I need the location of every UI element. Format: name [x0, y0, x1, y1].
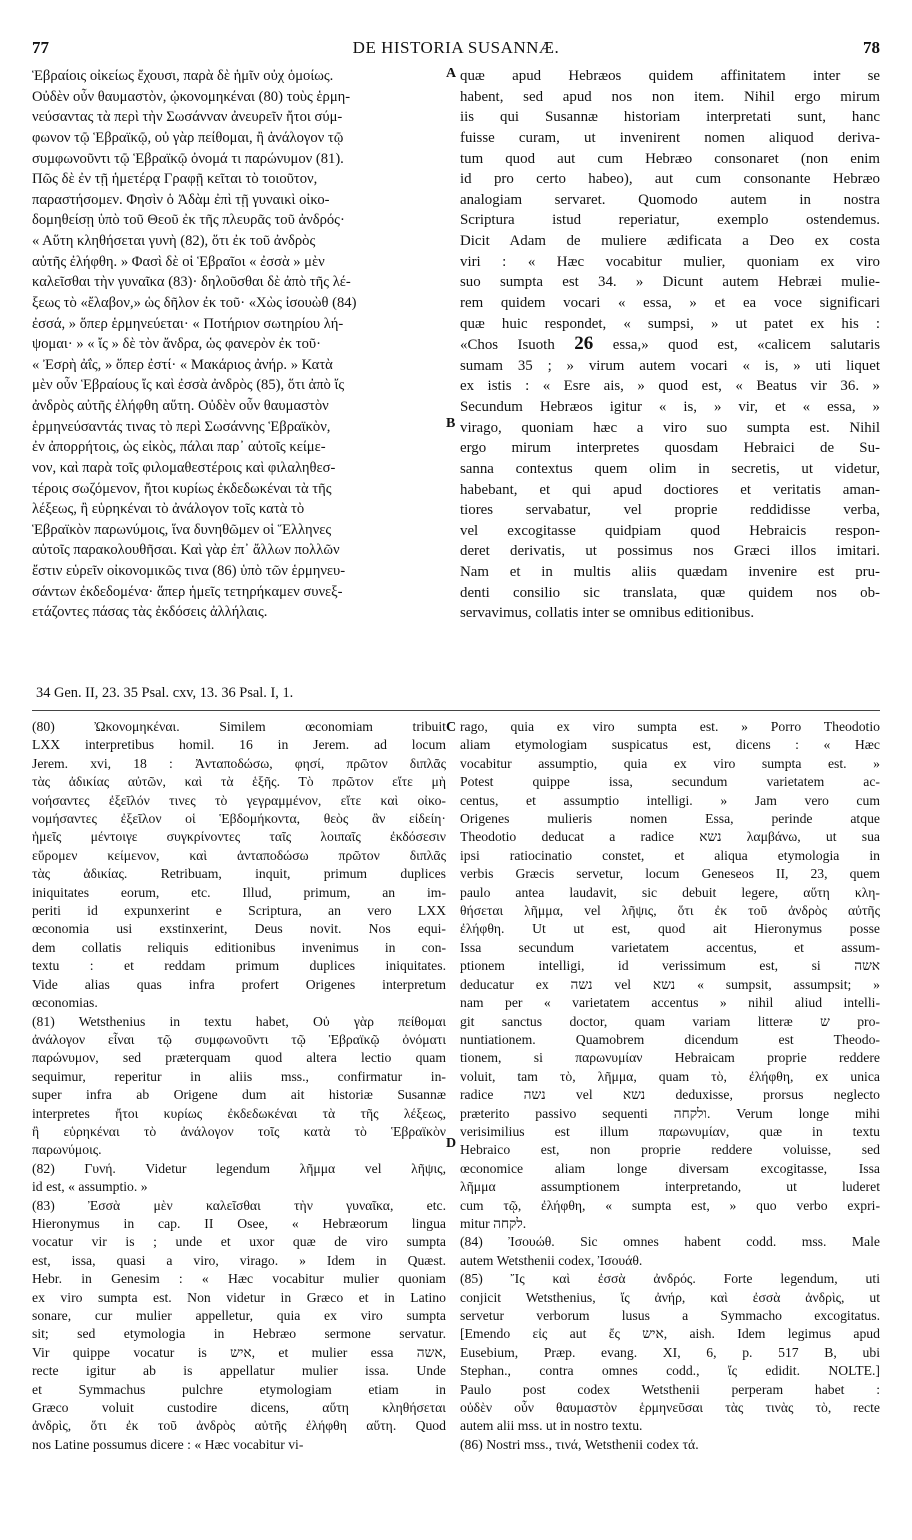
text-line: ἐλήφθη. Ut ut est, quod ait Hieronymus posse: [460, 921, 880, 937]
text-line: καλεῖσθαι τὴν γυναῖκα (83)· δηλοῦσθαι δὲ ἀπὸ τῆς λέ-: [32, 274, 351, 291]
text-line: fuisse curam, ut invenirent nomen aliquod deriva-: [460, 129, 880, 146]
text-line: sit; sed etymologia in Hebræo sermone servatur.: [32, 1326, 446, 1342]
text-line: φωνον τῷ Ἑβραϊκῷ, οὐ γὰρ πείθομαι, ἢ ἀνάλογον τῷ: [32, 129, 344, 146]
text-line: analogiam servaret. Quomodo autem in nostra: [460, 191, 880, 208]
text-line: Hieronymus in cap. II Osee, « Hebræorum lingua: [32, 1215, 446, 1231]
text-line: ξεως τὸ «ἔλαβον,» ὡς δῆλον ἐκ τοῦ· «Χὼς ἰσουὼθ (84): [32, 294, 357, 311]
text-line: ἔστιν εὑρεῖν οἰκονομικῶς τινα (86) ὑπὸ τῶν ἑρμηνευ-: [32, 563, 346, 579]
text-line: ἐσσά, » ὅπερ ἑρμηνεύεται· « Ποτήριον σωτηρίου λή-: [32, 315, 344, 332]
text-line: ετάζοντες πάσας τὰς ἐκδόσεις ἀλλήλαις.: [32, 604, 268, 621]
text-line: git sanctus doctor, quam variam litteræ ש pro-: [460, 1013, 880, 1029]
text-line: Secundum Hebræos igitur « is, » vir, et « essa, »: [460, 399, 880, 415]
text-line: παρωνύμοις.: [32, 1142, 102, 1158]
text-line: conjicit Wetsthenius, ἴς ἀνήρ, καὶ ἐσσὰ ἀνδρὶς, ut: [460, 1289, 880, 1305]
text-line: LXX interpretibus homil. 16 in Jerem. ad locum: [32, 737, 446, 753]
text-line: tiores servabatur, vel proprie reddidisse verba,: [460, 502, 880, 519]
text-line: radice נשה vel נשא deduxisse, prorsus neglecto: [460, 1087, 880, 1103]
text-line: quæ apud Hebræos quidem affinitatem inter se: [460, 68, 880, 84]
text-line: quæ huic respondet, « sumpsi, » ut patet ex his :: [460, 315, 880, 332]
text-line: νεύσαντας τὰ περὶ τὴν Σωσάνναν ἀνευρεῖν ἤτοι σύμ-: [32, 109, 343, 126]
text-line: cum τῷ, ἐλήφθη, « sumpta est, » quo verbo expri-: [460, 1197, 880, 1213]
text-line: αὐτῆς ἐλήφθη. » Φασὶ δὲ οἱ Ἑβραῖοι « ἐσσὰ » μὲν: [32, 253, 325, 270]
text-line: « Αὕτη κληθήσεται γυνὴ (82), ὅτι ἐκ τοῦ ἀνδρὸς: [32, 233, 316, 249]
text-line: ἑρμηνεύσαντάς τινας τὸ περὶ Σωσάννης Ἑβραϊκὸν,: [32, 418, 331, 435]
text-line: suo sumpta est 34. » Dicunt autem Hebræi mulie-: [460, 274, 880, 291]
text-line: θήσεται λῆμμα, vel λῆψις, ὅτι ἐκ τοῦ ἀνδρὸς αὐτῆς: [460, 903, 880, 919]
text-line: Hebraico est, non proprie reddere voluisse, sed: [460, 1142, 880, 1158]
margin-letter-c: C: [446, 720, 457, 735]
text-line: ipsi ratiocinatio constet, et aliqua etymologia in: [460, 847, 880, 863]
text-line: σάντων ἐκδεδομένα· ἅπερ ἡμεῖς τετηρήκαμεν συνεξ-: [32, 583, 343, 600]
text-line: servavimus, collatis inter se omnibus editionibus.: [460, 605, 755, 622]
text-line: Issa secundum varietatem accentus, et assum-: [460, 939, 880, 955]
text-line: servetur verborum lusus a Symmacho excogitatus.: [460, 1308, 880, 1323]
text-line: δομηθείσῃ ὑπὸ τοῦ Θεοῦ ἐκ τῆς πλευρᾶς τοῦ ἀνδρός·: [32, 212, 345, 229]
text-line: τὰς ἀδικίας. Retribuam, inquit, primum duplices: [32, 866, 446, 882]
footnote-divider: [32, 710, 880, 711]
text-line: nam per « varietatem accentus » nihil aliud intelli-: [460, 995, 880, 1011]
text-line: sequimur, reperitur in aliis mss., confirmatur in-: [32, 1068, 446, 1084]
text-line: voluit, tam τὸ, λῆμμα, quam τὸ, ἐλήφθη, ex unica: [460, 1068, 880, 1084]
text-line: ψομαι· » « ἴς » δὲ τὸν ἄνδρα, ὡς φανερὸν ἐκ τοῦ·: [32, 336, 321, 353]
text-line: sonare, cur mulier appelletur, quia ex viro sumpta: [32, 1308, 446, 1323]
text-line: παραστήσομεν. Φησὶν ὁ Ἀδὰμ ἐπὶ τῇ γυναικὶ οἰκο-: [32, 191, 330, 208]
text-line: ex istis : « Esre ais, » quod est, « Beatus vir 36. »: [460, 378, 880, 395]
text-line: textu : et reddam primum duplices iniquitates.: [32, 958, 446, 974]
text-line: οὐδὲν οὖν θαυμαστὸν ἑρμηνεῦσαι τὰς τινὰς τὸ, recte: [460, 1400, 880, 1416]
text-line: dem collatis reliquis editionibus invenimus in con-: [32, 939, 446, 955]
text-line: habebant, et qui apud doctiores et veritatis aman-: [460, 481, 880, 498]
text-line: Vir quippe vocatur is איש, et mulier essa אשה,: [32, 1344, 446, 1360]
text-line: rem quidem vocari « essa, » et ea voce significari: [460, 294, 880, 311]
text-line: ptionem intelligi, id verissimum est, si אשה: [460, 958, 880, 974]
text-line: (86) Nostri mss., τινά, Wetsthenii codex τά.: [460, 1436, 699, 1452]
text-line: Potest quippe issa, secundum varietatem ac-: [460, 774, 880, 790]
text-line: œconomice aliam longe diversam excogitasse, Issa: [460, 1160, 880, 1176]
page-number-right: 78: [863, 38, 880, 57]
text-line: νον, καὶ παρὰ τοῖς φιλομαθεστέροις καὶ φιλαληθεσ-: [32, 459, 336, 476]
text-line: Scriptura istud reperiatur, exemplo ostendemus.: [460, 212, 880, 229]
text-line: centus, et assumptio intelligi. » Jam vero cum: [460, 792, 880, 808]
text-line-26: [460, 334, 880, 356]
text-line: iis qui Susannæ historiam interpretati sunt, hanc: [460, 109, 880, 126]
text-line: ἀνδρὶς, ὅτι ἐκ τοῦ ἀνδρὸς αὐτῆς ἐλήφθη αὕτη. Quod: [32, 1418, 446, 1434]
text-line: (81) Wetsthenius in textu habet, Οὐ γὰρ πείθομαι: [32, 1013, 446, 1029]
text-line: viri : « Hæc vocabitur mulier, quoniam ex viro: [460, 253, 880, 270]
text-line: mitur לקחה.: [460, 1215, 527, 1231]
inline-text: «Chos Isuoth: [460, 337, 575, 354]
text-line: præterito passivo sequenti ולקחה. Verum longe mihi: [460, 1105, 880, 1121]
text-line: paulo antea laudavit, sic debuit legere, αὕτη κλη-: [460, 884, 880, 900]
text-line: Ἑβραϊκὸν παρωνύμοις, ἵνα δυνηθῶμεν οἱ Ἕλληνες: [32, 521, 332, 538]
text-line: αὐτοῖς παρακολουθῆσαι. Καὶ γὰρ ἐπ᾽ ἄλλων πολλῶν: [32, 542, 340, 559]
text-line: παρώνυμον, sed præterquam quod altera lectio quam: [32, 1050, 446, 1066]
text-line: Hebr. in Genesim : « Hæc vocabitur mulier quoniam: [32, 1271, 446, 1287]
notes-column-right: [460, 718, 880, 1454]
text-line: λῆμμα assumptionem interpretando, ut luderet: [460, 1179, 880, 1195]
text-line: verbis Græcis servetur, locum Geneseos II, 23, quem: [460, 866, 880, 882]
notes-column-left: [32, 718, 446, 1454]
text-line: periti id expunxerint e Scriptura, an vero LXX: [32, 903, 446, 919]
text-line: aliam etymologiam suspicatus est, dicens : « Hæc: [460, 737, 880, 753]
text-line: ex viro sumpta est. Non videtur in Græco et in Latino: [32, 1289, 446, 1305]
text-line: ἢ εὑρηκέναι τὸ ἀνάλογον τοῖς κατὰ τὸ Ἑβραϊκὸν: [32, 1123, 446, 1139]
text-line: Jerem. xvi, 18 : Ἀνταποδώσω, φησί, πρῶτον διπλᾶς: [32, 755, 446, 771]
text-line: Græco voluit custodire dicens, αὕτη κληθήσεται: [32, 1400, 446, 1416]
text-line: (85) Ἴς καὶ ἐσσὰ ἀνδρός. Forte legendum, uti: [460, 1271, 880, 1287]
text-line: autem Wetsthenii codex, Ἰσουάθ.: [460, 1252, 643, 1268]
text-line: (83) Ἐσσὰ μὲν καλεῖσθαι τὴν γυναῖκα, etc.: [32, 1197, 446, 1213]
text-line: tum quod aut cum Hebræo consonaret (non enim: [460, 150, 880, 167]
inline-text: essa,» quod est, «calicem salutaris: [593, 337, 880, 354]
scripture-references: 34 Gen. II, 23. 35 Psal. cxv, 13. 36 Psal. I, 1.: [36, 685, 294, 701]
text-line: μὲν οὖν Ἑβραίους ἴς καὶ ἐσσὰ ἀνδρὸς (85), ὅτι ἀπὸ ἴς: [32, 377, 345, 394]
text-line: (80) Ὠκονομηκέναι. Similem œconomiam tribuit: [32, 719, 446, 734]
text-line: νοήσαντες ἐξεῖλόν τινες τὸ γεγραμμένον, εἴτε καὶ οἰκο-: [32, 792, 446, 808]
text-line: denti consilio sic translata, quæ quidem nos ob-: [460, 584, 880, 601]
text-line: vocabitur assumptio, quia ex viro sumpta est. »: [460, 755, 880, 771]
text-line: iniquitates eorum, etc. Illud, primum, an im-: [32, 884, 446, 900]
text-line: τέροις σωζόμενον, ἤτοι κυρίως ἐκδεδωκέναι τὰ τῆς: [32, 480, 332, 497]
text-line: sumam 35 ; » virum autem vocari « is, » uti liquet: [460, 357, 880, 374]
text-line: vel excogitasse quidpiam quod Hebraicis respon-: [460, 522, 880, 539]
column-number-26: 26: [574, 334, 594, 355]
text-line: (84) Ἰσουώθ. Sic omnes habent codd. mss. Male: [460, 1234, 880, 1250]
text-line: Nam et in multis aliis quædam invenire est pru-: [460, 564, 880, 580]
margin-letter-b: B: [446, 416, 456, 431]
text-line: est, issa, quasi a viro, virago. » Idem in Quæst.: [32, 1252, 446, 1268]
text-line: « Ἐσρὴ ἀΐς, » ὅπερ ἐστί· « Μακάριος ἀνήρ. » Κατὰ: [32, 356, 333, 373]
text-line: (82) Γυνή. Videtur legendum λῆμμα vel λῆψις,: [32, 1160, 446, 1176]
text-line: Theodotio deducat a radice נשא λαμβάνω, ut sua: [460, 829, 880, 845]
text-line: [Emendo εἰς aut ἔς איש, aish. Idem legimus apud: [460, 1326, 880, 1342]
text-line: vocatur vir is ; unde et uxor quæ de viro sumpta: [32, 1234, 446, 1250]
text-line: deret derivatis, ut possimus nos Græci illos imitari.: [460, 543, 880, 560]
text-line: τὰς ἀδικίας αὐτῶν, καὶ τὰ ἑξῆς. Τὸ πρῶτον εἴτε μὴ: [32, 774, 446, 790]
text-line: virago, quoniam hæc a viro suo sumpta est. Nihil: [460, 419, 880, 436]
text-line: ἡμεῖς μέντοιγε συγκρίνοντες ταῖς λοιπαῖς ἐκδόσεσιν: [32, 829, 446, 845]
greek-text-column: [32, 66, 444, 623]
text-line: nuntiationem. Quamobrem dicendum est Theodo-: [460, 1031, 880, 1047]
text-line: verisimilius est illum παρωνυμίαν, quæ in textu: [460, 1123, 880, 1139]
text-line: id pro certo habeo), aut cum consonante Hebræo: [460, 171, 880, 188]
text-line: Οὐδὲν οὖν θαυμαστὸν, ᾠκονομηκέναι (80) τοὺς ἑρμη-: [32, 88, 351, 105]
text-line: et Symmachus pulchre etymologiam etiam in: [32, 1381, 446, 1397]
text-line: autem alii mss. ut in nostro textu.: [460, 1418, 643, 1434]
text-line: νομήσαντες ἐξεῖλον οἱ Ἑβδομήκοντα, θεὸς ἂν εἰδείη·: [32, 811, 446, 827]
text-line: œconomia usi exstinxerint, Deus novit. Nos equi-: [32, 921, 446, 937]
text-line: συμφωνοῦντι τῷ Ἑβραϊκῷ ὀνομά τι παρώνυμον (81).: [32, 150, 344, 167]
text-line: nos Latine possumus dicere : « Hæc vocabitur vi-: [32, 1436, 304, 1452]
text-line: habent, sed apud nos non item. Nihil ergo mirum: [460, 88, 880, 105]
text-line: ἀνδρὸς αὐτῆς ἐλήφθη αὕτη. Οὐδὲν οὖν θαυμαστὸν: [32, 398, 329, 414]
running-head: [32, 38, 880, 64]
text-line: tionem, si παρωνυμίαν Hebraicam proprie reddere: [460, 1050, 880, 1066]
text-line: deducatur ex נשה vel נשא « sumpsit, assumpsit; »: [460, 976, 880, 992]
margin-letter-d: D: [446, 1136, 457, 1151]
text-line: recte igitur ab is appellatur mulier issa. Unde: [32, 1363, 446, 1379]
text-line: Origenes mulieris nomen Essa, perinde atque: [460, 811, 880, 827]
text-line: ἐν ἀπορρήτοις, ὡς εἰκὸς, πάλαι παρ᾽ αὐτοῖς κείμε-: [32, 439, 326, 456]
text-line: super infra ab Origene dum ait historiæ Susannæ: [32, 1087, 446, 1103]
text-line: Dicit Adam de muliere ædificata a Deo ex costa: [460, 233, 880, 249]
text-line: rago, quia ex viro sumpta est. » Porro Theodotio: [460, 719, 880, 734]
text-line: œconomias.: [32, 995, 98, 1011]
text-line: Ἑβραίοις οἰκείως ἔχουσι, παρὰ δὲ ἡμῖν οὐχ ὁμοίως.: [32, 68, 334, 84]
text-line: Stephan., contra omnes codd., ἴς edidit. NOLTE.]: [460, 1363, 880, 1379]
text-line: ἀνάλογον εἶναι τῷ συμφωνοῦντι τῷ Ἑβραϊκῷ ὀνόματι: [32, 1031, 446, 1047]
latin-text-column: [460, 66, 880, 624]
text-line: ergo mirum interpretes quosdam Hebraici de Su-: [460, 440, 880, 457]
text-line: id est, « assumptio. »: [32, 1179, 148, 1195]
text-line: λέξεως, ἢ εὑρηκέναι τὸ ἀνάλογον τοῖς κατὰ τὸ: [32, 501, 305, 518]
page-number-left: 77: [32, 38, 49, 57]
text-line: εὕρομεν κείμενον, καὶ ἀνταποδώσω πρῶτον διπλᾶς: [32, 847, 446, 863]
margin-letter-a: A: [446, 66, 457, 81]
text-line: Paulo post codex Wetsthenii perperam habet :: [460, 1381, 880, 1397]
text-line: Eusebium, Præp. evang. XI, 6, p. 517 B, ubi: [460, 1344, 880, 1360]
running-title: DE HISTORIA SUSANNÆ.: [352, 38, 560, 57]
text-line: interpretes ἤτοι κυρίως ἐκδεδωκέναι τὰ τῆς λέξεως,: [32, 1105, 446, 1121]
text-line: Πῶς δὲ ἐν τῇ ἡμετέρᾳ Γραφῇ κεῖται τὸ τοιοῦτον,: [32, 171, 318, 188]
text-line: sanna contextus quem olim in secretis, ut videtur,: [460, 460, 880, 477]
text-line: Vide alias quas infra profert Origenes interpretum: [32, 976, 446, 992]
